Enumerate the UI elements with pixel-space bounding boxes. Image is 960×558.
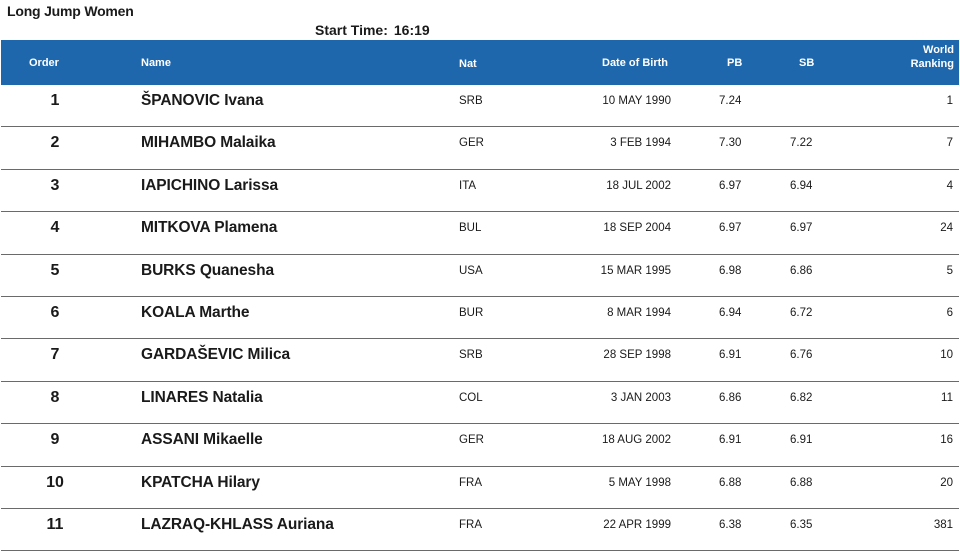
cell-name: GARDAŠEVIC Milica [141, 346, 291, 364]
cell-nat: GER [459, 137, 484, 150]
cell-name: KOALA Marthe [141, 303, 250, 321]
cell-sb: 6.91 [790, 434, 813, 447]
table-row [1, 297, 959, 339]
table-header [1, 40, 959, 85]
cell-pb: 6.88 [719, 476, 742, 489]
cell-name: LAZRAQ-KHLASS Auriana [141, 515, 334, 533]
cell-order: 2 [50, 134, 60, 152]
table-row [1, 509, 959, 551]
cell-pb: 6.98 [719, 264, 742, 277]
cell-sb: 6.35 [790, 518, 813, 531]
start-time [315, 22, 430, 38]
cell-date-of-birth: 18 SEP 2004 [603, 222, 671, 235]
cell-world-ranking: 4 [946, 179, 953, 192]
cell-world-ranking: 6 [946, 306, 953, 319]
cell-world-ranking: 5 [946, 264, 953, 277]
cell-sb: 6.76 [790, 349, 813, 362]
cell-nat: FRA [459, 476, 482, 489]
cell-nat: COL [459, 391, 483, 404]
cell-sb: 6.82 [790, 391, 813, 404]
cell-date-of-birth: 8 MAR 1994 [607, 306, 671, 319]
cell-pb: 6.94 [719, 306, 742, 319]
start-time-label: Start Time: [315, 22, 388, 38]
document-title: Long Jump Women [7, 3, 134, 19]
table-row [1, 255, 959, 297]
cell-date-of-birth: 5 MAY 1998 [608, 476, 671, 489]
cell-name: IAPICHINO Larissa [141, 176, 278, 194]
cell-sb: 7.22 [790, 137, 813, 150]
header-sb: SB [799, 57, 815, 69]
cell-order: 11 [46, 515, 64, 533]
cell-nat: SRB [459, 95, 483, 107]
cell-pb: 6.97 [719, 179, 742, 192]
cell-pb: 6.38 [719, 518, 742, 531]
cell-pb: 6.91 [719, 434, 742, 447]
cell-name: ASSANI Mikaelle [141, 431, 263, 449]
cell-sb: 6.94 [790, 179, 813, 192]
header-order: Order [29, 57, 59, 69]
start-time-value: 16:19 [393, 22, 430, 38]
cell-date-of-birth: 18 AUG 2002 [601, 434, 671, 447]
cell-sb: 6.97 [790, 222, 813, 235]
cell-sb: 6.88 [790, 476, 813, 489]
table-row [1, 467, 959, 509]
cell-nat: FRA [459, 518, 482, 531]
header-date-of-birth: Date of Birth [602, 57, 668, 69]
table-row [1, 127, 959, 169]
cell-world-ranking: 7 [946, 137, 953, 150]
cell-world-ranking: 10 [940, 349, 953, 362]
cell-sb: 6.72 [790, 306, 813, 319]
header-pb: PB [727, 57, 743, 69]
cell-world-ranking: 16 [940, 434, 953, 447]
header-nat: Nat [459, 58, 477, 70]
table-body [1, 85, 959, 551]
cell-pb: 7.24 [719, 95, 742, 107]
cell-order: 3 [50, 176, 60, 194]
cell-name: MITKOVA Plamena [141, 219, 278, 237]
cell-nat: USA [459, 264, 483, 277]
cell-name: KPATCHA Hilary [141, 473, 260, 491]
cell-date-of-birth: 18 JUL 2002 [606, 179, 671, 192]
cell-order: 8 [50, 388, 60, 406]
cell-name: MIHAMBO Malaika [141, 134, 276, 152]
table-row [1, 382, 959, 424]
cell-order: 7 [50, 346, 60, 364]
cell-date-of-birth: 22 APR 1999 [603, 518, 671, 531]
cell-nat: GER [459, 434, 484, 447]
cell-sb: 6.86 [790, 264, 813, 277]
table-row [1, 170, 959, 212]
table-row [1, 339, 959, 381]
table-row [1, 212, 959, 254]
cell-date-of-birth: 3 FEB 1994 [610, 137, 671, 150]
cell-date-of-birth: 3 JAN 2003 [610, 391, 671, 404]
cell-nat: ITA [459, 179, 477, 192]
cell-nat: SRB [459, 349, 483, 362]
cell-world-ranking: 1 [946, 95, 953, 107]
cell-date-of-birth: 10 MAY 1990 [602, 95, 671, 107]
cell-world-ranking: 381 [933, 518, 953, 531]
header-world-ranking: World Ranking [910, 44, 954, 70]
cell-order: 4 [50, 219, 60, 237]
cell-name: BURKS Quanesha [141, 261, 274, 279]
cell-name: LINARES Natalia [141, 388, 263, 406]
table-row [1, 85, 959, 127]
cell-world-ranking: 11 [941, 391, 953, 404]
cell-date-of-birth: 15 MAR 1995 [600, 264, 671, 277]
cell-world-ranking: 20 [940, 476, 953, 489]
table-row [1, 424, 959, 466]
cell-name: ŠPANOVIC Ivana [141, 92, 264, 109]
cell-nat: BUL [459, 222, 482, 235]
cell-order: 9 [50, 431, 60, 449]
cell-nat: BUR [459, 306, 484, 319]
cell-order: 1 [50, 92, 60, 109]
cell-pb: 6.91 [719, 349, 742, 362]
header-name: Name [141, 57, 171, 69]
cell-order: 10 [46, 473, 64, 491]
cell-order: 6 [50, 303, 60, 321]
cell-pb: 6.97 [719, 222, 742, 235]
cell-world-ranking: 24 [940, 222, 953, 235]
cell-date-of-birth: 28 SEP 1998 [603, 349, 671, 362]
cell-order: 5 [50, 261, 60, 279]
cell-pb: 7.30 [719, 137, 742, 150]
cell-pb: 6.86 [719, 391, 742, 404]
